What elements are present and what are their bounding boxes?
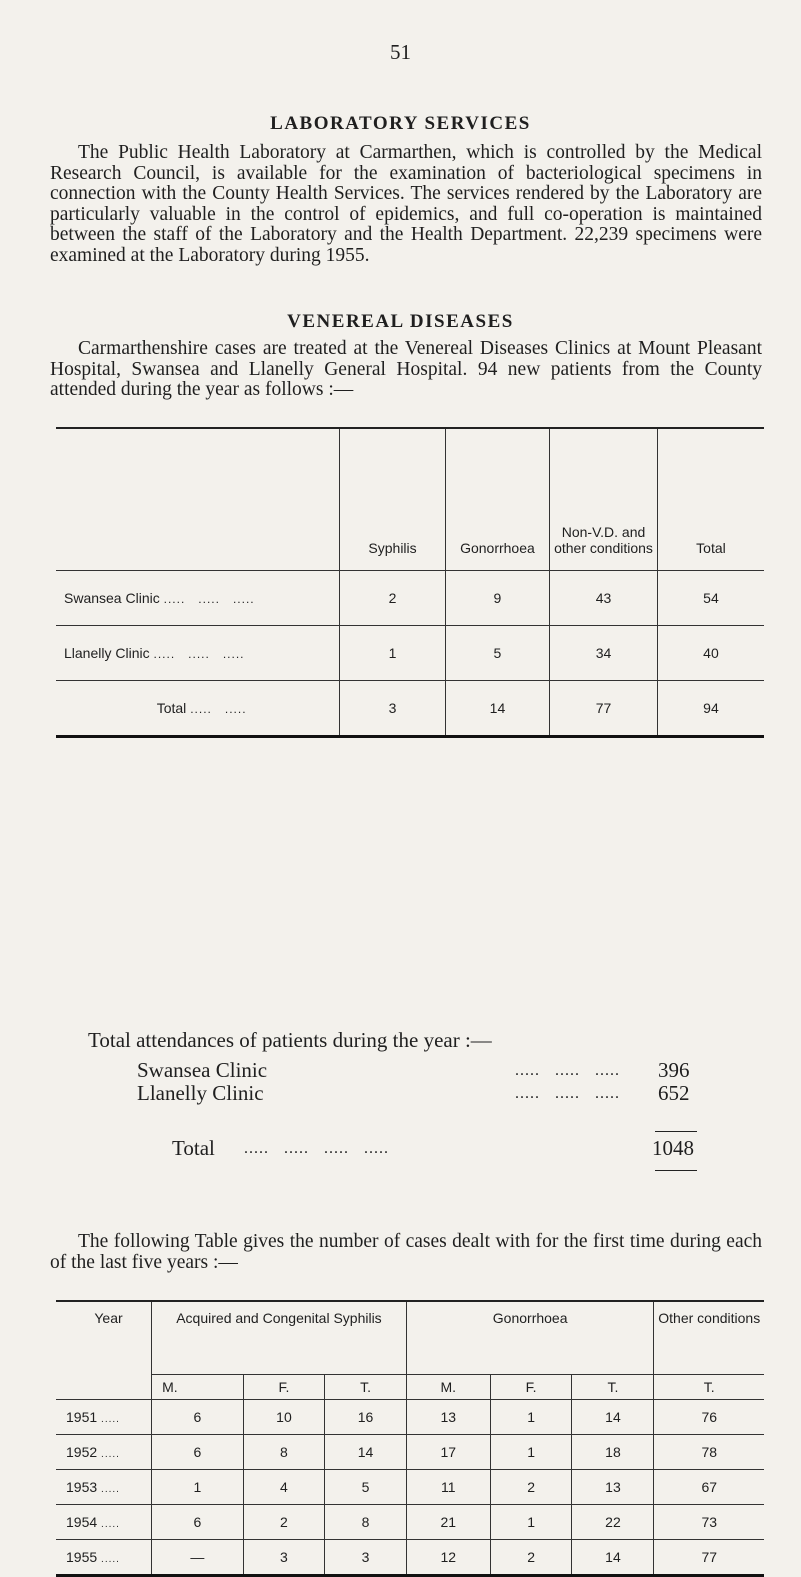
table-cell: 3 [325, 1540, 407, 1576]
subheader-cell: M. [152, 1375, 244, 1400]
venereal-diseases-paragraph: Carmarthenshire cases are treated at the Venereal Diseases Clinics at Mount Pleasant Hospital, Swansea and Llanelly General Hospital. 94 new patients from the County attended during the year as follows :— [50, 338, 762, 400]
attendance-total-label: Total [172, 1136, 215, 1160]
table-cell: 4 [243, 1470, 325, 1505]
table-cell: 11 [406, 1470, 490, 1505]
table-cell: 18 [572, 1435, 654, 1470]
table-cell: 2 [340, 571, 446, 626]
year-cell: 1951 ..... [56, 1400, 152, 1435]
table-row [56, 1540, 764, 1576]
leader-dots: ..... ..... ..... [153, 647, 245, 661]
table-cell: 6 [152, 1400, 244, 1435]
subheader-cell: T. [654, 1375, 764, 1400]
table-cell: 13 [572, 1470, 654, 1505]
table-cell: 78 [654, 1435, 764, 1470]
table-cell: 6 [152, 1435, 244, 1470]
header-non-vd: Non-V.D. and other conditions [550, 428, 658, 571]
table-cell: 3 [243, 1540, 325, 1576]
subheader-cell: T. [325, 1375, 407, 1400]
table-header-row [56, 1301, 764, 1375]
row-label: Total ..... ..... [56, 681, 340, 737]
table-cell: 16 [325, 1400, 407, 1435]
leader-dots: ..... [101, 1414, 120, 1425]
leader-dots: ..... ..... ..... [163, 592, 255, 606]
subheader-cell: M. [406, 1375, 490, 1400]
table-cell: 3 [340, 681, 446, 737]
row-label: Llanelly Clinic ..... ..... ..... [56, 626, 340, 681]
attendance-total-value: 1048 [652, 1136, 694, 1160]
table-cell: 9 [445, 571, 549, 626]
table-cell: 21 [406, 1505, 490, 1540]
header-syphilis: Syphilis [340, 428, 446, 571]
year-cell: 1953 ..... [56, 1470, 152, 1505]
table-cell: 40 [657, 626, 764, 681]
table-cell: 2 [490, 1470, 572, 1505]
table-cell: 43 [550, 571, 658, 626]
leader-dots: ..... ..... ..... [515, 1085, 620, 1102]
attendance-value-swansea: 396 [658, 1058, 690, 1082]
table-cell: 14 [445, 681, 549, 737]
attendances-title: Total attendances of patients during the year :— [88, 1028, 492, 1052]
table-cell: 10 [243, 1400, 325, 1435]
table-cell: 12 [406, 1540, 490, 1576]
table-cell: 14 [572, 1540, 654, 1576]
table-cell: 6 [152, 1505, 244, 1540]
leader-dots: ..... [101, 1449, 120, 1460]
venereal-diseases-table [56, 427, 764, 738]
table-header-row [56, 428, 764, 571]
year-cell: 1954 ..... [56, 1505, 152, 1540]
leader-dots: ..... [101, 1484, 120, 1495]
header-syphilis: Acquired and Congenital Syphilis [152, 1301, 407, 1375]
header-gonorrhoea: Gonorrhoea [406, 1301, 654, 1375]
table-cell: 77 [654, 1540, 764, 1576]
leader-dots: ..... [101, 1554, 120, 1565]
venereal-diseases-heading: VENEREAL DISEASES [287, 311, 514, 332]
laboratory-services-heading: LABORATORY SERVICES [270, 113, 531, 134]
table-cell: 8 [243, 1435, 325, 1470]
header-other-conditions: Other conditions [654, 1301, 764, 1375]
five-years-table [56, 1300, 764, 1577]
attendance-label-swansea: Swansea Clinic [137, 1058, 268, 1082]
table-cell: 67 [654, 1470, 764, 1505]
table-row [56, 626, 764, 681]
laboratory-services-paragraph: The Public Health Laboratory at Carmarthen, which is controlled by the Medical Research Council, is available for the examination of bacteriological specimens in connection with the County Health Services. The services rendered by the Laboratory are particularly valuable in the control of epidemics, and full co-operation is maintained between the staff of the Laboratory and the Health Department. 22,239 specimens were examined at the Laboratory during 1955. [50, 142, 762, 266]
table-row [56, 571, 764, 626]
row-label: Swansea Clinic ..... ..... ..... [56, 571, 340, 626]
table-row [56, 1470, 764, 1505]
leader-dots: ..... ..... ..... [515, 1062, 620, 1079]
table-cell: 76 [654, 1400, 764, 1435]
table-row [56, 681, 764, 737]
page-number: 51 [390, 40, 411, 64]
table-row [56, 1505, 764, 1540]
table-cell: 2 [490, 1540, 572, 1576]
leader-dots: ..... ..... ..... ..... [244, 1140, 389, 1157]
year-cell: 1955 ..... [56, 1540, 152, 1576]
leader-dots: ..... [101, 1519, 120, 1530]
subheader-cell: F. [243, 1375, 325, 1400]
table-cell: 94 [657, 681, 764, 737]
table-row [56, 1435, 764, 1470]
table-row [56, 1400, 764, 1435]
sum-rule [655, 1131, 697, 1132]
table-cell: 8 [325, 1505, 407, 1540]
subheader-cell: T. [572, 1375, 654, 1400]
leader-dots: ..... ..... [190, 702, 247, 716]
table-cell: 34 [550, 626, 658, 681]
table-subheader-row [56, 1375, 764, 1400]
table-cell: 17 [406, 1435, 490, 1470]
subheader-cell: F. [490, 1375, 572, 1400]
table-cell: 1 [152, 1470, 244, 1505]
year-cell: 1952 ..... [56, 1435, 152, 1470]
table-cell: 1 [490, 1505, 572, 1540]
header-year: Year [56, 1301, 152, 1400]
table-cell: 5 [325, 1470, 407, 1505]
table-cell: 13 [406, 1400, 490, 1435]
total-rule [655, 1170, 697, 1171]
table-cell: — [152, 1540, 244, 1576]
table-cell: 1 [340, 626, 446, 681]
header-total: Total [657, 428, 764, 571]
table-cell: 14 [572, 1400, 654, 1435]
table-cell: 54 [657, 571, 764, 626]
five-years-paragraph: The following Table gives the number of cases dealt with for the first time during each of the last five years :— [50, 1231, 762, 1273]
table-cell: 1 [490, 1435, 572, 1470]
table-cell: 77 [550, 681, 658, 737]
attendance-value-llanelly: 652 [658, 1081, 690, 1105]
table-cell: 14 [325, 1435, 407, 1470]
header-gonorrhoea: Gonorrhoea [445, 428, 549, 571]
table-cell: 5 [445, 626, 549, 681]
blank-header-cell [56, 428, 340, 571]
table-cell: 1 [490, 1400, 572, 1435]
attendance-label-llanelly: Llanelly Clinic [137, 1081, 264, 1105]
table-cell: 73 [654, 1505, 764, 1540]
table-cell: 2 [243, 1505, 325, 1540]
table-cell: 22 [572, 1505, 654, 1540]
